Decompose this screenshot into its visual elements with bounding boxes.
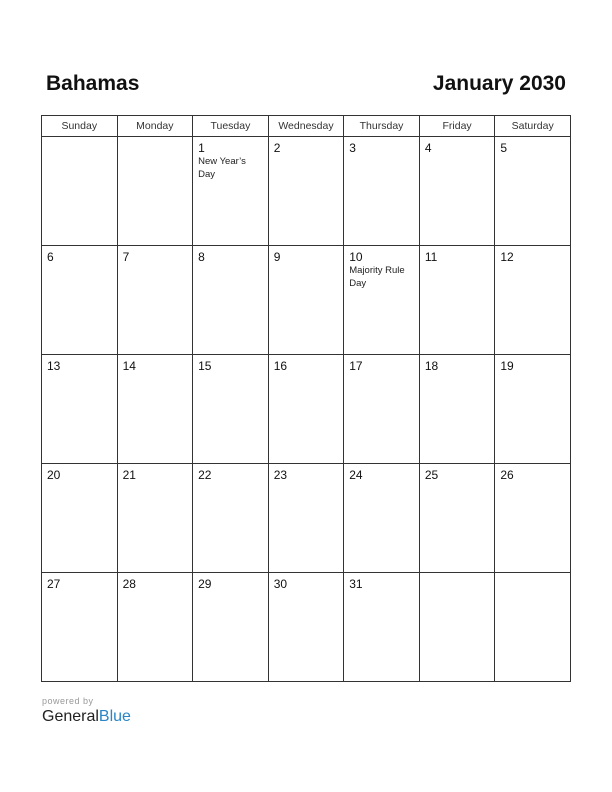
day-cell [268,246,344,355]
day-cell [193,464,269,573]
weekday-saturday: Saturday [495,116,571,137]
weekday-wednesday: Wednesday [268,116,344,137]
day-cell [193,573,269,682]
day-number: 9 [273,250,281,264]
day-number: 6 [47,250,54,264]
day-cell [117,355,193,464]
week-row [42,464,571,573]
weekday-thursday: Thursday [344,116,420,137]
day-cell [117,464,193,573]
day-cell [344,464,420,573]
holiday-label: New Year’s Day [198,156,246,180]
day-number: 27 [47,577,61,591]
week-row [42,246,571,355]
day-cell [193,246,269,355]
weekday-tuesday: Tuesday [193,116,269,137]
day-number: 7 [122,250,130,264]
day-cell [117,246,193,355]
day-cell [42,573,118,682]
day-number: 28 [122,577,136,591]
weekday-monday: Monday [117,116,193,137]
day-number: 30 [273,577,288,591]
day-cell [419,355,495,464]
day-cell [495,573,571,682]
month-year-title: January 2030 [432,72,566,95]
day-cell [42,246,118,355]
holiday-label: Majority Rule Day [349,265,405,289]
day-number: 19 [500,359,514,373]
day-number: 14 [122,359,136,373]
day-cell [495,355,571,464]
day-number: 2 [273,141,281,155]
logo-text-blue: Blue [98,708,131,725]
week-row [42,137,571,246]
day-number: 4 [424,141,432,155]
day-number: 18 [424,359,439,373]
week-row [42,355,571,464]
day-cell [344,355,420,464]
day-cell [344,573,420,682]
day-number: 21 [122,468,136,482]
day-number: 10 [349,250,363,264]
day-number: 29 [198,577,212,591]
day-cell [419,573,495,682]
day-cell [193,137,269,246]
day-cell [419,137,495,246]
day-cell [268,464,344,573]
day-cell [344,137,420,246]
day-cell [42,137,118,246]
weekday-sunday: Sunday [42,116,118,137]
powered-by-text: powered by [42,696,94,706]
day-number: 12 [500,250,514,264]
weekday-header-row [42,116,571,137]
logo-text-general: General [42,708,99,725]
day-cell [117,137,193,246]
week-row [42,573,571,682]
day-cell [193,355,269,464]
calendar-grid [41,115,571,682]
day-cell [495,246,571,355]
day-cell [117,573,193,682]
day-number: 23 [273,468,288,482]
day-number: 3 [349,141,356,155]
day-number: 22 [198,468,212,482]
day-cell [268,137,344,246]
day-number: 5 [500,141,508,155]
day-cell [268,573,344,682]
day-number: 1 [198,141,205,155]
day-number: 11 [424,250,438,264]
day-cell [42,355,118,464]
day-cell [495,464,571,573]
country-title: Bahamas [46,72,140,95]
day-number: 26 [500,468,514,482]
day-number: 24 [349,468,363,482]
day-number: 25 [424,468,439,482]
generalblue-logo[interactable] [42,708,131,726]
day-cell [344,246,420,355]
day-cell [495,137,571,246]
footer [42,696,131,726]
day-cell [419,464,495,573]
day-number: 31 [349,577,363,591]
day-number: 17 [349,359,363,373]
day-cell [42,464,118,573]
weekday-friday: Friday [419,116,495,137]
day-number: 13 [47,359,61,373]
day-cell [419,246,495,355]
day-cell [268,355,344,464]
day-number: 15 [198,359,212,373]
day-number: 16 [273,359,288,373]
day-number: 8 [198,250,205,264]
day-number: 20 [47,468,61,482]
